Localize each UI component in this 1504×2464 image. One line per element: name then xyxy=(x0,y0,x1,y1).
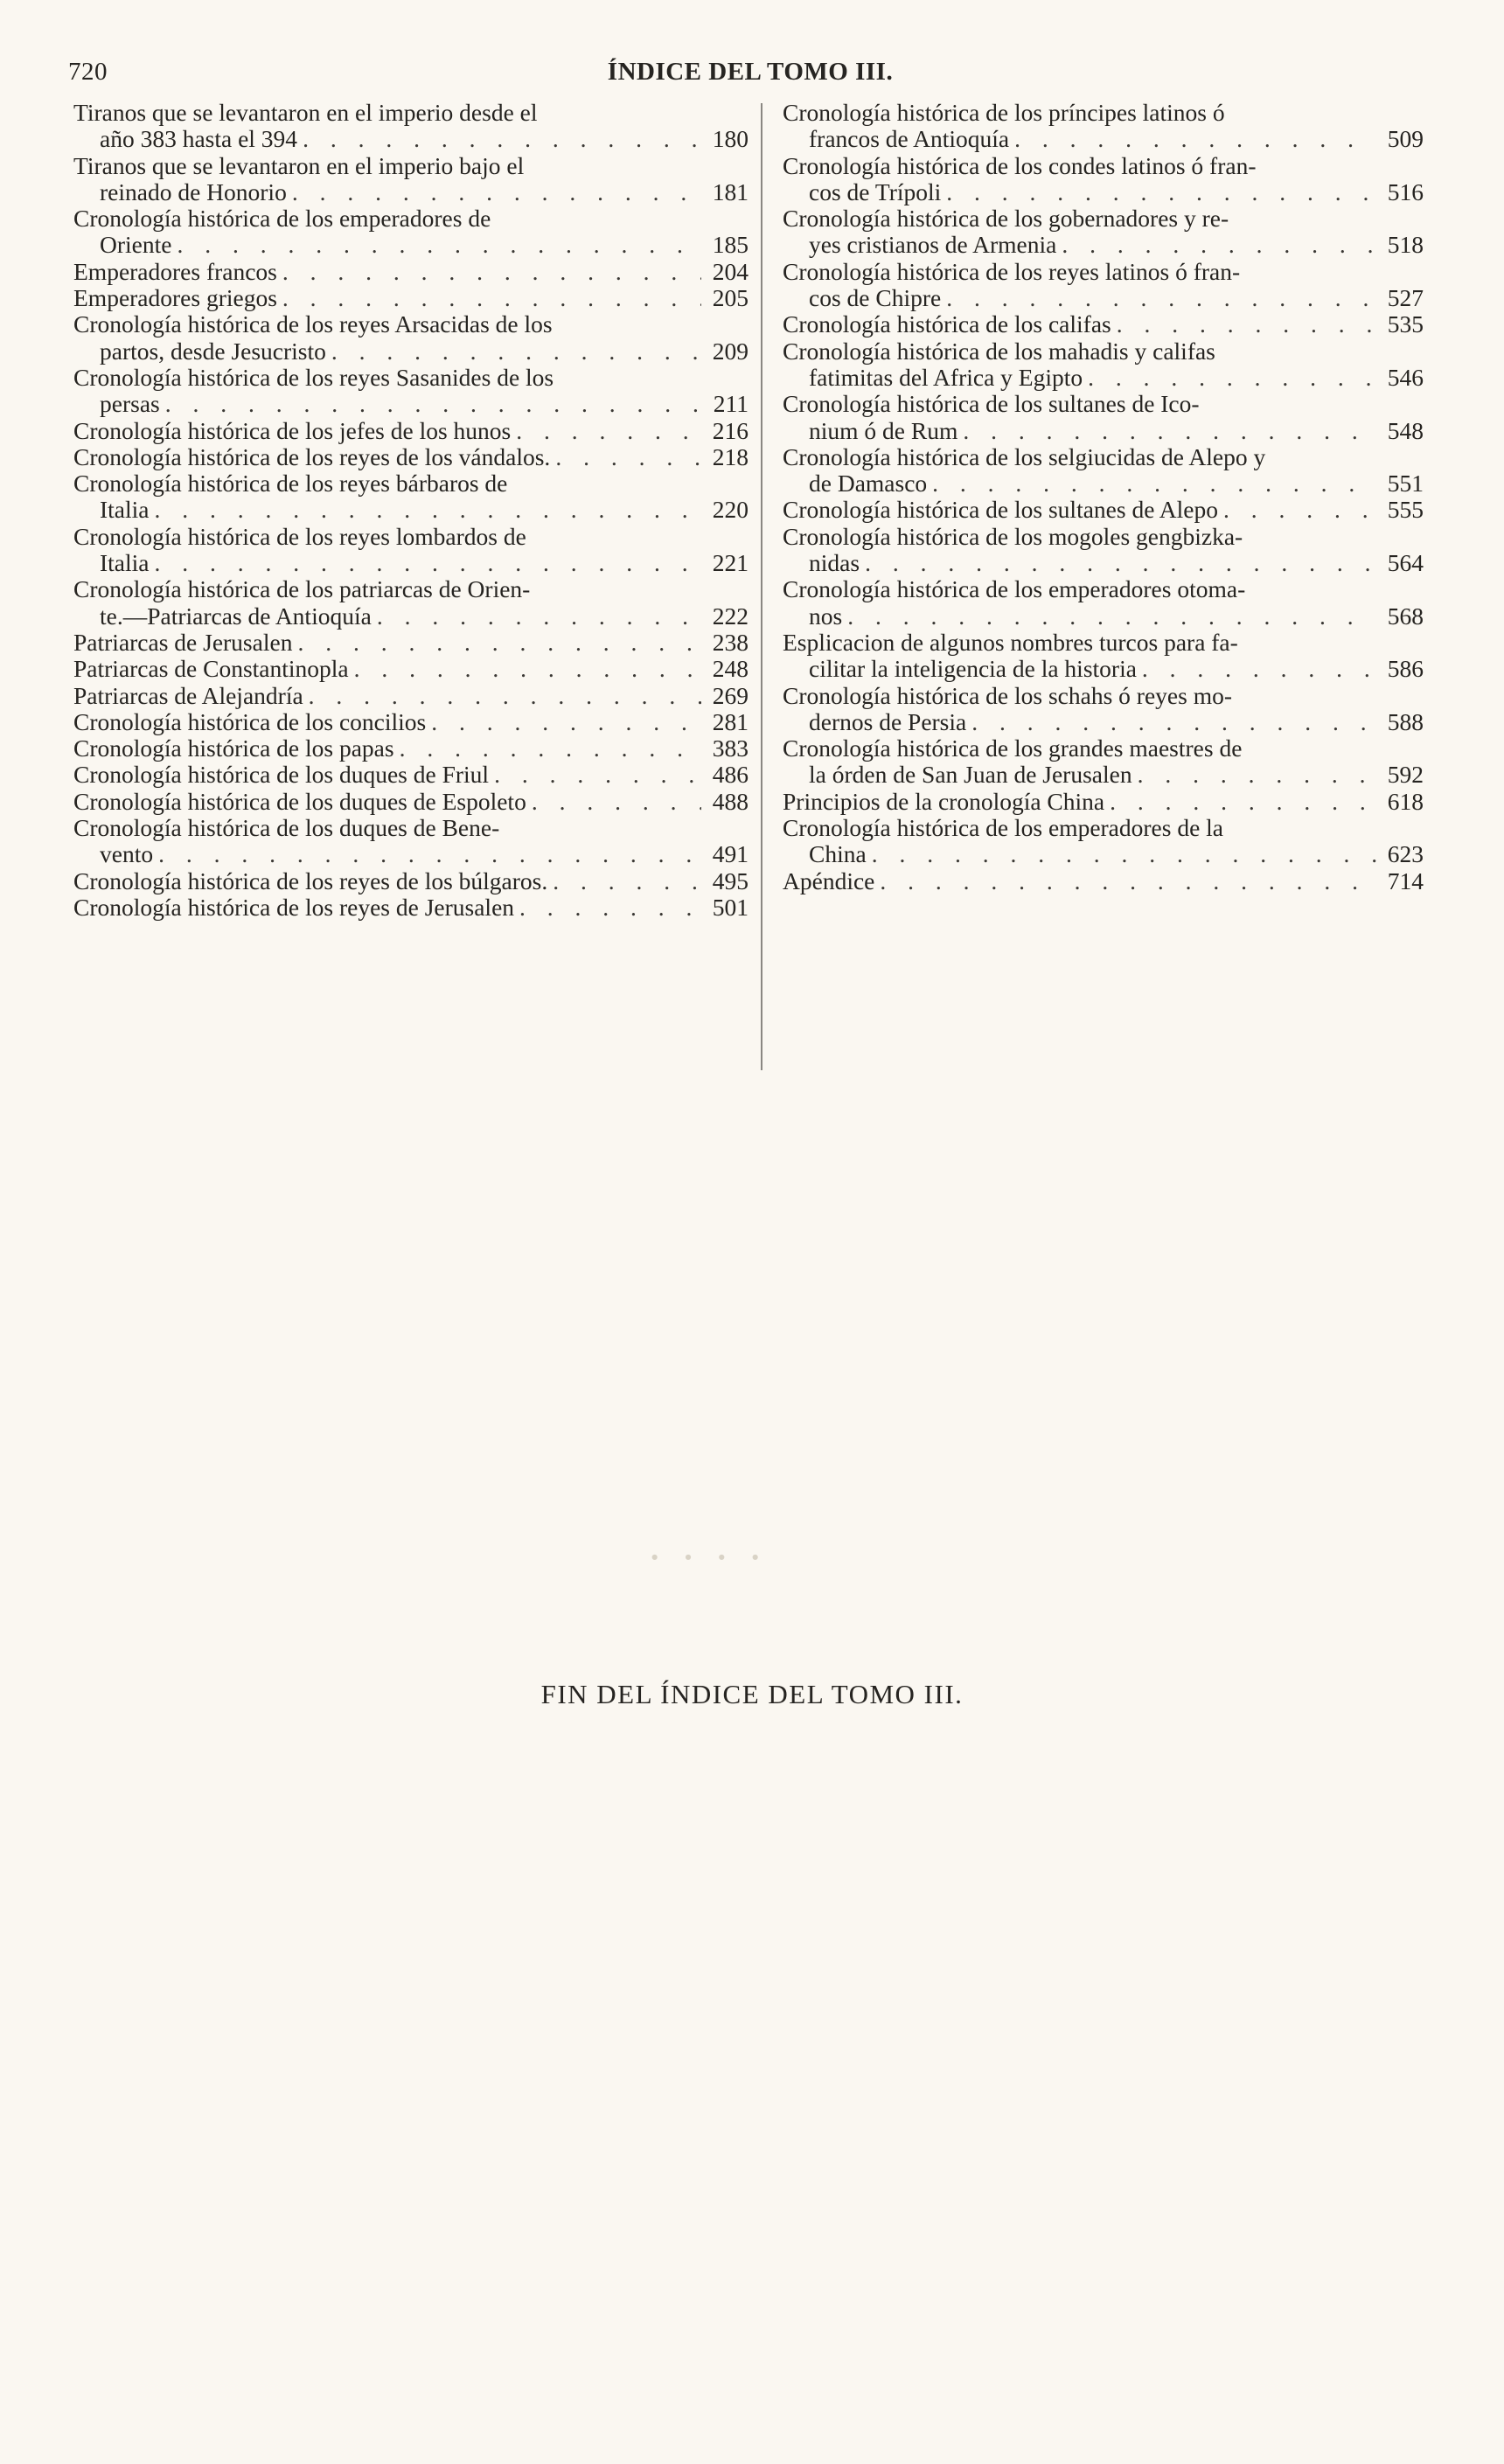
index-entry-text: Cronología histórica de los reyes de los búlgaros. xyxy=(73,867,548,894)
index-entry-page: 551 xyxy=(1387,470,1424,498)
index-entry-line xyxy=(783,841,1424,867)
index-entry-text: Emperadores francos xyxy=(73,257,277,285)
index-entry-text: Cronología histórica de los príncipes latinos ó xyxy=(783,99,1225,126)
index-entry-text: Principios de la cronología China xyxy=(783,787,1105,815)
index-entry-line xyxy=(73,470,749,497)
index-entry-line xyxy=(73,630,749,656)
index-entry-text: Cronología histórica de los gobernadores y re- xyxy=(783,205,1229,233)
index-entry-text: Italia xyxy=(100,496,150,524)
dot-leader xyxy=(1062,232,1376,258)
index-entry-page: 509 xyxy=(1387,125,1424,153)
dot-leader xyxy=(872,841,1376,867)
index-entry-line xyxy=(783,470,1424,497)
index-entry xyxy=(783,100,1424,153)
index-entry-page: 555 xyxy=(1387,496,1424,524)
dot-leader xyxy=(532,789,701,815)
index-entry-line xyxy=(73,656,749,682)
index-entry-page: 204 xyxy=(712,257,749,285)
index-entry-line xyxy=(73,126,749,152)
index-entry xyxy=(73,311,749,365)
index-entry-line xyxy=(783,179,1424,205)
dot-leader xyxy=(431,709,701,735)
index-entry-line xyxy=(783,603,1424,630)
index-entry-line xyxy=(783,153,1424,179)
index-entry-line xyxy=(783,259,1424,285)
index-entry xyxy=(783,683,1424,736)
index-entry-text: Cronología histórica de los emperadores de xyxy=(73,205,491,233)
dot-leader xyxy=(165,391,701,417)
index-entry-page: 588 xyxy=(1387,707,1424,735)
index-entry-text: Patriarcas de Jerusalen xyxy=(73,628,293,656)
index-entry-page: 516 xyxy=(1387,177,1424,205)
index-entry-line xyxy=(73,444,749,470)
index-entry-text: reinado de Honorio xyxy=(100,177,287,205)
index-entry xyxy=(73,285,749,311)
end-of-index-text: FIN DEL ÍNDICE DEL TOMO III. xyxy=(540,1679,964,1709)
index-entry-line xyxy=(783,311,1424,338)
index-entry-text: vento xyxy=(100,840,154,868)
index-entry xyxy=(73,418,749,444)
index-entry-text: yes cristianos de Armenia xyxy=(809,231,1057,259)
index-entry-page: 491 xyxy=(712,840,749,868)
index-entry xyxy=(73,868,749,894)
index-entry-text: Cronología histórica de los mogoles gengbizka- xyxy=(783,522,1243,550)
dot-leader xyxy=(297,630,701,656)
index-entry xyxy=(783,497,1424,523)
index-entry-text: Cronología histórica de los emperadores de la xyxy=(783,814,1224,842)
page-header xyxy=(68,54,1432,98)
index-entry xyxy=(783,576,1424,630)
index-entry-text: Cronología histórica de los emperadores otoma- xyxy=(783,575,1246,603)
dot-leader xyxy=(282,259,701,285)
index-entry-text: Italia xyxy=(100,549,150,577)
index-entry-line xyxy=(73,497,749,523)
index-entry-line xyxy=(73,153,749,179)
index-column-right xyxy=(783,100,1424,894)
index-entry-line xyxy=(73,868,749,894)
dot-leader xyxy=(155,497,702,523)
index-entry-page: 548 xyxy=(1387,416,1424,444)
index-entry xyxy=(783,630,1424,683)
dot-leader xyxy=(932,470,1376,497)
index-entry xyxy=(73,735,749,762)
index-entry-text: Apéndice xyxy=(783,867,875,894)
index-entry xyxy=(783,391,1424,444)
index-entry-text: Cronología histórica de los schahs ó reyes mo- xyxy=(783,681,1232,709)
index-entry-line xyxy=(73,603,749,630)
index-entry-line xyxy=(783,735,1424,762)
index-entry-line xyxy=(783,868,1424,894)
index-entry-line xyxy=(73,524,749,550)
index-entry-text: Cronología histórica de los duques de Friul xyxy=(73,761,490,789)
index-entry-text: Cronología histórica de los selgiucidas de Alepo y xyxy=(783,442,1266,470)
index-entry-page: 248 xyxy=(712,655,749,683)
index-entry-line xyxy=(73,365,749,391)
index-entry-line xyxy=(783,205,1424,232)
index-entry-line xyxy=(783,683,1424,709)
dot-leader xyxy=(1117,311,1376,338)
index-entry-text: Cronología histórica de los patriarcas de Orien- xyxy=(73,575,531,603)
index-entry-page: 518 xyxy=(1387,231,1424,259)
index-entry xyxy=(73,259,749,285)
index-entry-line xyxy=(73,815,749,841)
dot-leader xyxy=(963,418,1376,444)
index-entry-line xyxy=(73,576,749,602)
index-entry-page: 535 xyxy=(1387,310,1424,338)
dot-leader xyxy=(282,285,701,311)
dot-leader xyxy=(555,444,701,470)
index-entry-line xyxy=(783,815,1424,841)
index-entry-text: cos de Trípoli xyxy=(809,177,942,205)
index-entry xyxy=(783,153,1424,206)
index-entry-line xyxy=(783,630,1424,656)
index-entry-line xyxy=(73,550,749,576)
dot-leader xyxy=(177,232,701,258)
index-entry xyxy=(73,656,749,682)
index-entry-text: te.—Patriarcas de Antioquía xyxy=(100,602,372,630)
index-entry-text: Cronología histórica de los califas xyxy=(783,310,1111,338)
dot-leader xyxy=(946,179,1376,205)
index-entry-page: 501 xyxy=(712,893,749,921)
index-entry-line xyxy=(783,656,1424,682)
index-entry xyxy=(783,789,1424,815)
index-entry-text: Emperadores griegos xyxy=(73,284,277,312)
index-entry xyxy=(783,868,1424,894)
dot-leader xyxy=(494,762,701,788)
dot-leader xyxy=(377,603,701,630)
index-entry xyxy=(73,789,749,815)
dot-leader xyxy=(553,868,701,894)
index-entry xyxy=(73,683,749,709)
index-entry-text: Cronología histórica de los duques de Espoleto xyxy=(73,787,526,815)
dot-leader xyxy=(880,868,1376,894)
index-entry-line xyxy=(783,338,1424,365)
index-entry-text: persas xyxy=(100,390,160,418)
index-entry-page: 218 xyxy=(712,442,749,470)
index-entry-line xyxy=(783,444,1424,470)
index-entry-line xyxy=(783,418,1424,444)
index-entry xyxy=(73,815,749,868)
index-entry-text: Esplicacion de algunos nombres turcos para fa- xyxy=(783,628,1238,656)
index-entry xyxy=(783,338,1424,392)
index-entry-text: Patriarcas de Alejandría xyxy=(73,681,303,709)
index-entry-page: 185 xyxy=(712,231,749,259)
faded-library-stamp: · · · · xyxy=(647,1533,767,1583)
index-entry-text: nium ó de Rum xyxy=(809,416,958,444)
index-entry-line xyxy=(73,338,749,365)
index-entry-text: Cronología histórica de los reyes latinos ó fran- xyxy=(783,257,1241,285)
index-entry xyxy=(73,762,749,788)
index-entry-page: 564 xyxy=(1387,549,1424,577)
index-entry xyxy=(73,894,749,921)
index-entry-page: 281 xyxy=(712,707,749,735)
index-entry-line xyxy=(783,524,1424,550)
index-entry-page: 181 xyxy=(712,177,749,205)
dot-leader xyxy=(1088,365,1376,391)
index-entry-line xyxy=(783,709,1424,735)
index-entry-page: 592 xyxy=(1387,761,1424,789)
index-entry-text: Oriente xyxy=(100,231,172,259)
page-title: ÍNDICE DEL TOMO III. xyxy=(607,58,894,86)
index-entry xyxy=(73,444,749,470)
dot-leader xyxy=(158,841,701,867)
index-entry-page: 714 xyxy=(1387,867,1424,894)
index-entry-page: 216 xyxy=(712,416,749,444)
index-entry-text: Cronología histórica de los duques de Bene- xyxy=(73,814,500,842)
index-entry xyxy=(783,735,1424,789)
index-entry-line xyxy=(783,391,1424,417)
index-entry xyxy=(783,524,1424,577)
index-entry-line xyxy=(73,179,749,205)
index-entry-page: 221 xyxy=(712,549,749,577)
index-entry-line xyxy=(73,391,749,417)
index-entry-line xyxy=(73,418,749,444)
index-entry-line xyxy=(73,789,749,815)
index-entry xyxy=(73,709,749,735)
index-entry-text: Cronología histórica de los sultanes de Alepo xyxy=(783,496,1218,524)
index-entry-text: Cronología histórica de los reyes de los vándalos. xyxy=(73,442,551,470)
index-entry-line xyxy=(73,709,749,735)
dot-leader xyxy=(1014,126,1376,152)
index-entry xyxy=(783,259,1424,312)
index-entry-line xyxy=(73,735,749,762)
index-entry xyxy=(73,205,749,259)
index-entry-text: Tiranos que se levantaron en el imperio bajo el xyxy=(73,151,525,179)
index-entry-text: partos, desde Jesucristo xyxy=(100,337,326,365)
index-entry xyxy=(73,576,749,630)
index-entry-page: 486 xyxy=(712,761,749,789)
index-entry-text: nidas xyxy=(809,549,860,577)
index-entry-text: Patriarcas de Constantinopla xyxy=(73,655,349,683)
index-entry xyxy=(783,311,1424,338)
dot-leader xyxy=(400,735,701,762)
index-entry-text: Cronología histórica de los jefes de los hunos xyxy=(73,416,512,444)
index-entry-line xyxy=(783,126,1424,152)
index-entry-text: de Damasco xyxy=(809,470,928,498)
index-entry-page: 586 xyxy=(1387,655,1424,683)
dot-leader xyxy=(1138,762,1376,788)
index-entry-page: 209 xyxy=(712,337,749,365)
dot-leader xyxy=(303,126,701,152)
index-entry-line xyxy=(73,285,749,311)
index-entry-text: fatimitas del Africa y Egipto xyxy=(809,363,1083,391)
index-entry-page: 527 xyxy=(1387,284,1424,312)
dot-leader xyxy=(516,418,701,444)
index-entry-line xyxy=(73,311,749,338)
index-entry-page: 211 xyxy=(713,390,749,418)
index-entry-page: 222 xyxy=(712,602,749,630)
dot-leader xyxy=(1223,497,1376,523)
index-column-left xyxy=(73,100,749,921)
dot-leader xyxy=(1142,656,1376,682)
index-entry-line xyxy=(73,259,749,285)
index-entry-page: 180 xyxy=(712,125,749,153)
dot-leader xyxy=(292,179,701,205)
index-entry xyxy=(783,205,1424,259)
index-entry-line xyxy=(783,550,1424,576)
index-entry-page: 488 xyxy=(712,787,749,815)
index-entry-line xyxy=(783,789,1424,815)
index-entry-text: Cronología histórica de los mahadis y califas xyxy=(783,337,1215,365)
index-entry-text: Cronología histórica de los reyes Sasanides de los xyxy=(73,363,554,391)
dot-leader xyxy=(865,550,1376,576)
index-entry xyxy=(73,100,749,153)
dot-leader xyxy=(519,894,701,921)
index-entry xyxy=(73,365,749,418)
index-entry xyxy=(73,630,749,656)
index-entry-text: nos xyxy=(809,602,843,630)
dot-leader xyxy=(971,709,1376,735)
index-entry-page: 383 xyxy=(712,734,749,762)
index-entry-line xyxy=(73,232,749,258)
index-entry xyxy=(73,524,749,577)
index-entry-page: 220 xyxy=(712,496,749,524)
index-entry-line xyxy=(783,285,1424,311)
index-entry-line xyxy=(73,841,749,867)
index-entry-line xyxy=(73,762,749,788)
index-entry-text: dernos de Persia xyxy=(809,707,967,735)
index-entry-text: la órden de San Juan de Jerusalen xyxy=(809,761,1132,789)
index-entry-line xyxy=(783,100,1424,126)
index-entry-line xyxy=(783,365,1424,391)
index-entry-text: Cronología histórica de los papas xyxy=(73,734,394,762)
index-entry xyxy=(73,153,749,206)
column-divider xyxy=(761,103,762,1070)
dot-leader xyxy=(331,338,701,365)
index-entry-text: Cronología histórica de los condes latinos ó fran- xyxy=(783,151,1257,179)
index-entry-text: cilitar la inteligencia de la historia xyxy=(809,655,1137,683)
dot-leader xyxy=(946,285,1376,311)
index-entry-text: cos de Chipre xyxy=(809,284,942,312)
dot-leader xyxy=(354,656,701,682)
index-entry-line xyxy=(783,762,1424,788)
index-entry-text: Cronología histórica de los reyes lombardos de xyxy=(73,522,526,550)
index-entry-text: Cronología histórica de los grandes maestres de xyxy=(783,734,1243,762)
index-entry-text: Cronología histórica de los reyes bárbaros de xyxy=(73,470,508,498)
index-entry-text: Cronología histórica de los sultanes de Ico- xyxy=(783,390,1200,418)
index-entry-line xyxy=(783,232,1424,258)
index-entry-line xyxy=(783,576,1424,602)
dot-leader xyxy=(309,683,701,709)
index-entry-text: China xyxy=(809,840,867,868)
index-entry-page: 568 xyxy=(1387,602,1424,630)
index-entry-page: 618 xyxy=(1387,787,1424,815)
index-entry-text: Cronología histórica de los reyes Arsacidas de los xyxy=(73,310,553,338)
index-entry-text: Cronología histórica de los concilios xyxy=(73,707,427,735)
index-entry-line xyxy=(73,100,749,126)
index-entry xyxy=(73,470,749,524)
index-entry-page: 205 xyxy=(712,284,749,312)
dot-leader xyxy=(847,603,1376,630)
page-number: 720 xyxy=(68,58,108,86)
dot-leader xyxy=(1110,789,1376,815)
index-entry-text: Cronología histórica de los reyes de Jerusalen xyxy=(73,893,515,921)
index-entry xyxy=(783,815,1424,868)
index-entry-text: año 383 hasta el 394 xyxy=(100,125,298,153)
dot-leader xyxy=(155,550,702,576)
index-entry-text: Tiranos que se levantaron en el imperio desde el xyxy=(73,99,538,126)
index-entry xyxy=(783,444,1424,498)
index-entry-line xyxy=(73,683,749,709)
index-entry-line xyxy=(73,894,749,921)
index-entry-page: 495 xyxy=(712,867,749,894)
index-entry-page: 546 xyxy=(1387,363,1424,391)
index-entry-page: 269 xyxy=(712,681,749,709)
index-entry-page: 623 xyxy=(1387,840,1424,868)
index-entry-line xyxy=(783,497,1424,523)
index-entry-page: 238 xyxy=(712,628,749,656)
index-entry-text: francos de Antioquía xyxy=(809,125,1010,153)
index-entry-line xyxy=(73,205,749,232)
